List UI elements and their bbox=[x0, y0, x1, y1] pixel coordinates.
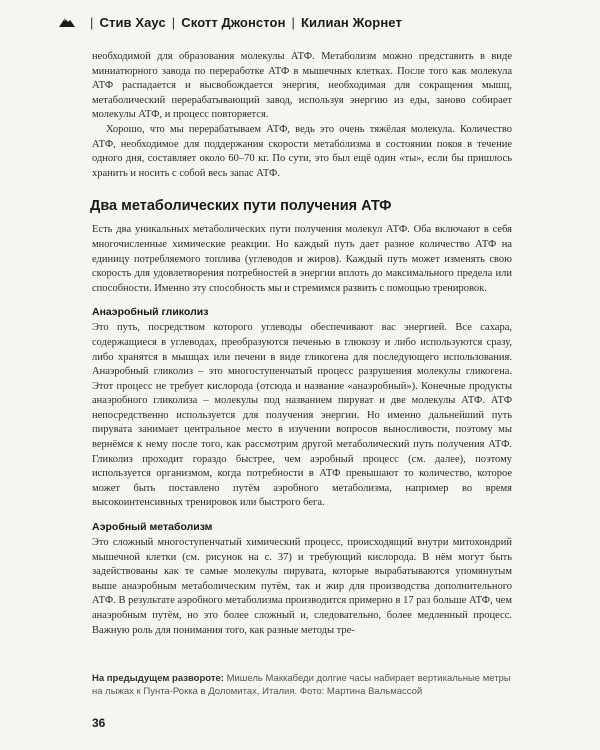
header-separator: | bbox=[291, 14, 296, 30]
anaerobic-paragraph: Это путь, посредством которого углеводы обеспечивают вас энергией. Все сахара, содержащиеся в углеводах, преобразуются печенью в глюкозу и либо используются сразу, либо хранятся в мышцах или печени в виде гликогена для последующего использования. Анаэробный гликолиз – это многоступенчатый процесс разрушения молекулы гликогена. Этот процесс не требует кислорода (отсюда и название «анаэробный»). Конечные продукты анаэробного гликолиза – молекулы под названием пируват и две молекулы АТФ. АТФ непосредственно используется для получения энергии. Но именно дальнейший путь пирувата занимает центральное место в изучении вопросов выносливости, поэтому мы вернёмся к нему после того, как рассмотрим другой метаболический путь получения АТФ. Гликолиз проходит гораздо быстрее, чем аэробный процесс (см. далее), поэтому используется организмом, когда потребности в АТФ превышают то количество, которое может быть поставлено путём аэробного метаболизма, например во время высокоинтенсивных тренировок или быстрого бега. bbox=[92, 322, 512, 509]
header-separator: | bbox=[171, 14, 176, 30]
header-author-2: Скотт Джонстон bbox=[181, 14, 286, 30]
intro-paragraph-2: Хорошо, что мы перерабатываем АТФ, ведь это очень тяжёлая молекула. Количество АТФ, необходимое для поддержания скорости метаболизма в состоянии покоя в течение одного дня, составляет около 60–70 кг. По сути, это был ещё один «ты», если бы пришлось хранить и носить с собой весь запас АТФ. bbox=[92, 123, 512, 179]
page-number: 36 bbox=[92, 716, 106, 730]
aerobic-subtitle: Аэробный метаболизм bbox=[92, 521, 213, 534]
section-title: Два метаболических пути получения АТФ bbox=[90, 198, 392, 215]
caption-lead: На предыдущем развороте: bbox=[92, 673, 224, 684]
header-author-1: Стив Хаус bbox=[99, 14, 166, 30]
running-header bbox=[58, 10, 560, 34]
section-paragraph: Есть два уникальных метаболических пути получения молекул АТФ. Оба включают в себя многочисленные химические реакции. Но каждый путь дает разное количество АТФ на единицу потребляемого топлива (углеводов и жиров). Каждый путь может изменять свою скорость для удовлетворения потребностей в энергии вплоть до максимального предела или способности. Именно эту способность мы и стремимся развить с помощью тренировок. bbox=[92, 224, 512, 294]
photo-caption bbox=[92, 672, 512, 698]
caption-text: Мишель Маккабеди долгие часы набирает вертикальные метры на лыжах к Пунта-Рокка в Доломитах, Италия. Фото: Мартина Вальмассой bbox=[92, 673, 511, 697]
aerobic-paragraph: Это сложный многоступенчатый химический процесс, происходящий внутри митохондрий мышечной клетки (см. рисунок на с. 37) и требующий кислорода. В нём могут быть задействованы как те самые молекулы пирувата, которые вырабатываются упомянутым выше анаэробным метаболическим путём, так и жир для производства дополнительного АТФ. В результате аэробного метаболизма производится примерно в 17 раз больше АТФ, чем анаэробным путём, но это более сложный и, следовательно, более медленный процесс. Важную роль для понимания того, как разные методы тре- bbox=[92, 537, 512, 636]
mountain-logo-icon bbox=[58, 15, 76, 29]
page-body bbox=[92, 50, 512, 638]
header-author-3: Килиан Жорнет bbox=[301, 14, 402, 30]
anaerobic-subtitle: Анаэробный гликолиз bbox=[92, 306, 209, 319]
intro-paragraph-1: необходимой для образования молекулы АТФ. Метаболизм можно представить в виде миниатюрного завода по переработке АТФ в мышечных клетках. После того как молекула АТФ распадается и высвобождается энергия, необходимая для сокращения мышц, метаболический перерабатывающий завод, используя энергию из еды, заново собирает молекулы АТФ, и процесс повторяется. bbox=[92, 51, 512, 121]
header-separator: | bbox=[90, 14, 94, 30]
